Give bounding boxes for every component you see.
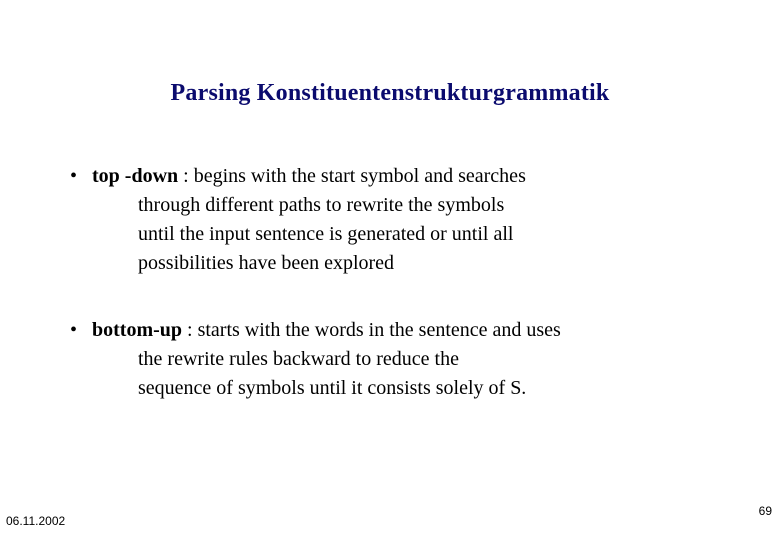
bullet-first-line: : begins with the start symbol and searches [178,165,526,187]
bullet-line: possibilities have been explored [138,252,395,274]
bullet-term: bottom-up [92,319,183,341]
bullet-marker: • [70,165,78,187]
slide-title: Parsing Konstituentenstrukturgrammatik [170,80,610,106]
page-number: 69 [758,504,772,518]
bullet-first-line: : starts with the words in the sentence and uses [182,319,561,341]
footer-date: 06.11.2002 [6,514,66,528]
bullet-line: until the input sentence is generated or until all [138,223,514,245]
bullet-item-top-down [70,162,732,278]
bullet-marker: • [70,319,78,341]
bullet-item-bottom-up [70,316,732,403]
bullet-term: top -down [92,165,179,187]
bullet-line: the rewrite rules backward to reduce the [138,348,459,370]
bullet-line: through different paths to rewrite the symbols [138,194,505,216]
bullet-line: sequence of symbols until it consists solely of S. [138,377,527,399]
